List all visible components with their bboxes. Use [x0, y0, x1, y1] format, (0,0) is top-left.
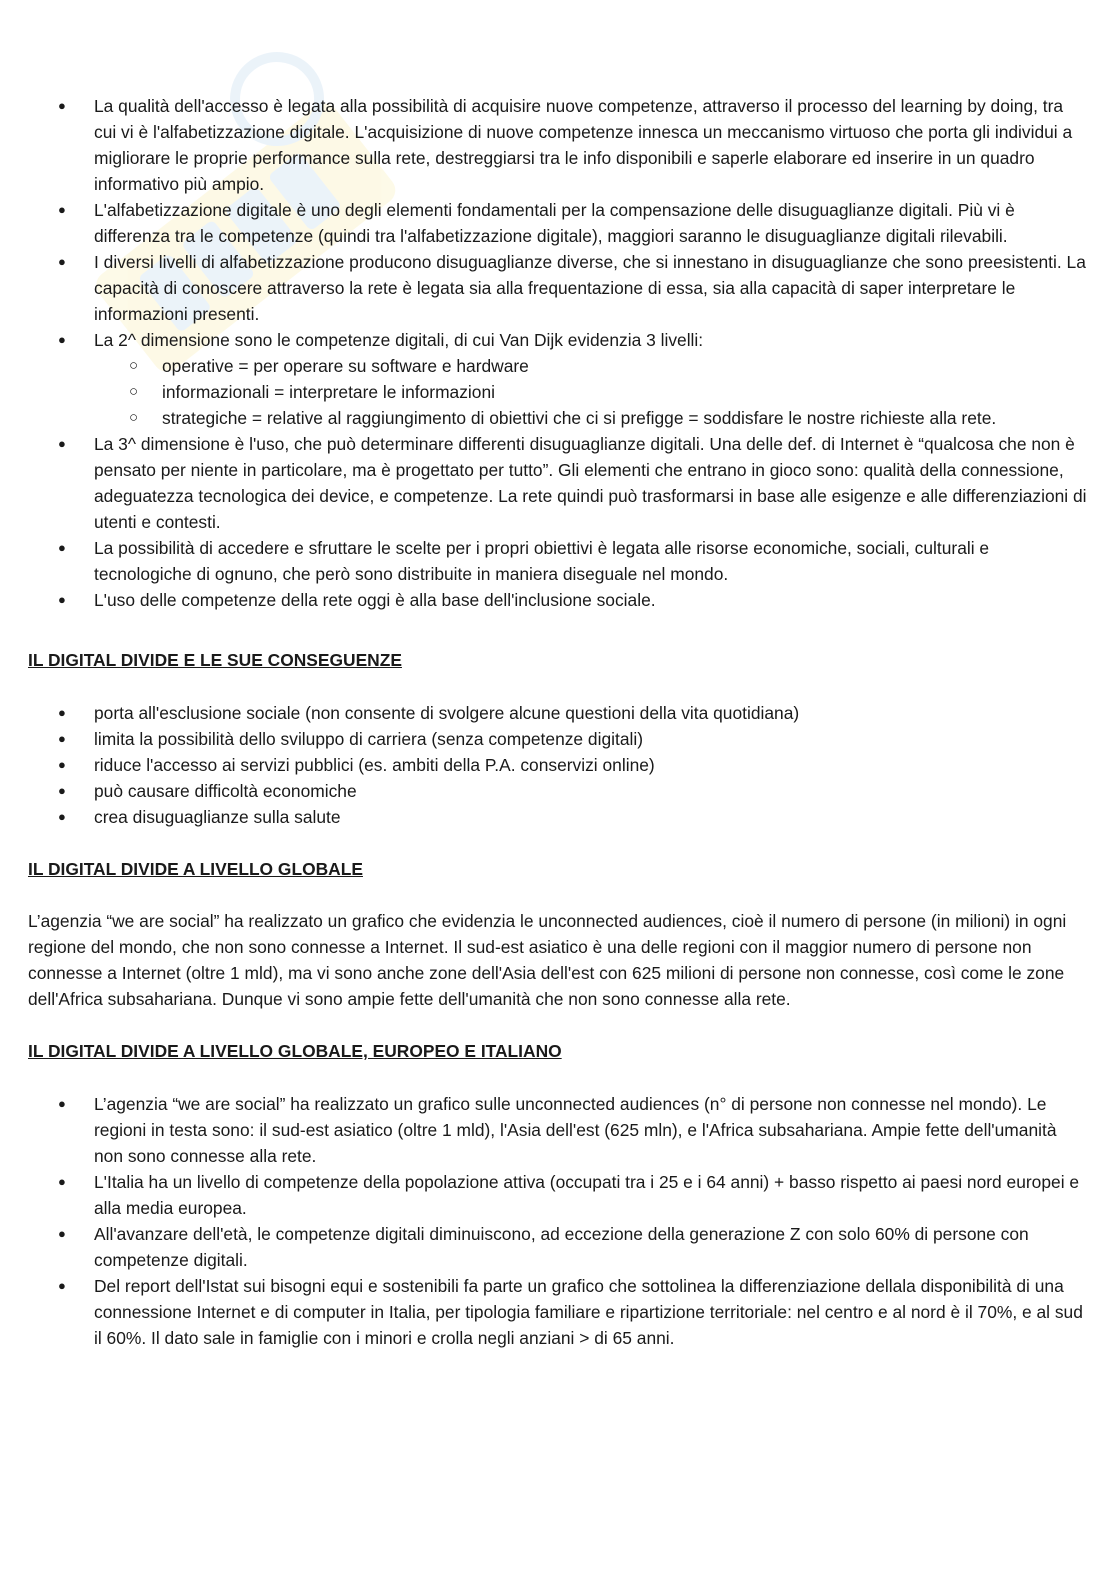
list-item: ● All'avanzare dell'età, le competenze digitali diminuiscono, ad eccezione della generazione Z con solo 60% di persone con competenze digitali. [94, 1221, 1088, 1273]
list-item: ● La qualità dell'accesso è legata alla possibilità di acquisire nuove competenze, attraverso il processo del learning by doing, tra cui vi è l'alfabetizzazione digitale. L'acquisizione di nuove competenze innesca un meccanismo virtuoso che porta gli individui a migliorare le proprie performance sulla rete, destreggiarsi tra le info disponibili e saperle elaborare ed inserire in un quadro informativo più ampio. [94, 93, 1088, 197]
paragraph: L’agenzia “we are social” ha realizzato un grafico che evidenzia le unconnected audiences, cioè il numero di persone (in milioni) in ogni regione del mondo, che non sono connesse a Internet. Il sud-est asiatico è una delle regioni con il maggior numero di persone non connesse a Internet (oltre 1 mld), ma vi sono anche zone dell'Asia dell'est con 625 milioni di persone non connesse, così come le zone dell'Africa subsahariana. Dunque vi sono ampie fette dell'umanità che non sono connesse alla rete. [28, 911, 1067, 1009]
list-item-text: La 2^ dimensione sono le competenze digitali, di cui Van Dijk evidenzia 3 livelli: [94, 330, 704, 350]
list-item: ● Del report dell'Istat sui bisogni equi e sostenibili fa parte un grafico che sottolinea la differenziazione dellala disponibilità di una connessione Internet e di computer in Italia, per tipologia familiare e ripartizione territoriale: nel centro e al nord è il 70%, e al sud il 60%. Il dato sale in famiglie con i minori e crolla negli anziani > di 65 anni. [94, 1273, 1088, 1351]
list-item: ● L'Italia ha un livello di competenze della popolazione attiva (occupati tra i 25 e i 64 anni) + basso rispetto ai paesi nord europei e alla media europea. [94, 1169, 1088, 1221]
section-heading: IL DIGITAL DIVIDE E LE SUE CONSEGUENZE [28, 650, 402, 670]
list-item: ● porta all'esclusione sociale (non consente di svolgere alcune questioni della vita quotidiana) [94, 700, 1088, 726]
list-item: ● crea disuguaglianze sulla salute [94, 804, 1088, 830]
italy-list [28, 1091, 1088, 1351]
list-item [94, 327, 1088, 431]
intro-list [28, 93, 1088, 613]
section-heading: IL DIGITAL DIVIDE A LIVELLO GLOBALE [28, 859, 363, 879]
list-item: ● può causare difficoltà economiche [94, 778, 1088, 804]
list-item: ● L’agenzia “we are social” ha realizzato un grafico sulle unconnected audiences (n° di persone non connesse nel mondo). Le regioni in testa sono: il sud-est asiatico (oltre 1 mld), l'Asia dell'est (625 mln), e l'Africa subsahariana. Ampie fette dell'umanità non sono connesse alla rete. [94, 1091, 1088, 1169]
list-item: ● riduce l'accesso ai servizi pubblici (es. ambiti della P.A. conservizi online) [94, 752, 1088, 778]
list-item: ● I diversi livelli di alfabetizzazione producono disuguaglianze diverse, che si innestano in disuguaglianze che sono preesistenti. La capacità di conoscere attraverso la rete è legata sia alla frequentazione di essa, sia alla capacità di saper interpretare le informazioni presenti. [94, 249, 1088, 327]
list-item: ● L'uso delle competenze della rete oggi è alla base dell'inclusione sociale. [94, 587, 1088, 613]
competence-levels-list [94, 353, 1088, 431]
list-item: ● limita la possibilità dello sviluppo di carriera (senza competenze digitali) [94, 726, 1088, 752]
document-page [28, 93, 1088, 1351]
list-item: ● L'alfabetizzazione digitale è uno degli elementi fondamentali per la compensazione delle disuguaglianze digitali. Più vi è differenza tra le competenze (quindi tra l'alfabetizzazione digitale), maggiori saranno le disuguaglianze digitali rilevabili. [94, 197, 1088, 249]
consequences-list [28, 700, 1088, 830]
list-item: ● La possibilità di accedere e sfruttare le scelte per i propri obiettivi è legata alle risorse economiche, sociali, culturali e tecnologiche di ognuno, che però sono distribuite in maniera diseguale nel mondo. [94, 535, 1088, 587]
list-item: ● La 3^ dimensione è l'uso, che può determinare differenti disuguaglianze digitali. Una delle def. di Internet è “qualcosa che non è pensato per niente in particolare, ma è progettato per tutto”. Gli elementi che entrano in gioco sono: qualità della connessione, adeguatezza tecnologica dei device, e competenze. La rete quindi può trasformarsi in base alle esigenze e alle differenziazioni di utenti e contesti. [94, 431, 1088, 535]
sub-list-item: ○ operative = per operare su software e hardware [162, 353, 1088, 379]
section-heading: IL DIGITAL DIVIDE A LIVELLO GLOBALE, EUROPEO E ITALIANO [28, 1041, 562, 1061]
sub-list-item: ○ informazionali = interpretare le informazioni [162, 379, 1088, 405]
sub-list-item: ○ strategiche = relative al raggiungimento di obiettivi che ci si prefigge = soddisfare le nostre richieste alla rete. [162, 405, 1088, 431]
